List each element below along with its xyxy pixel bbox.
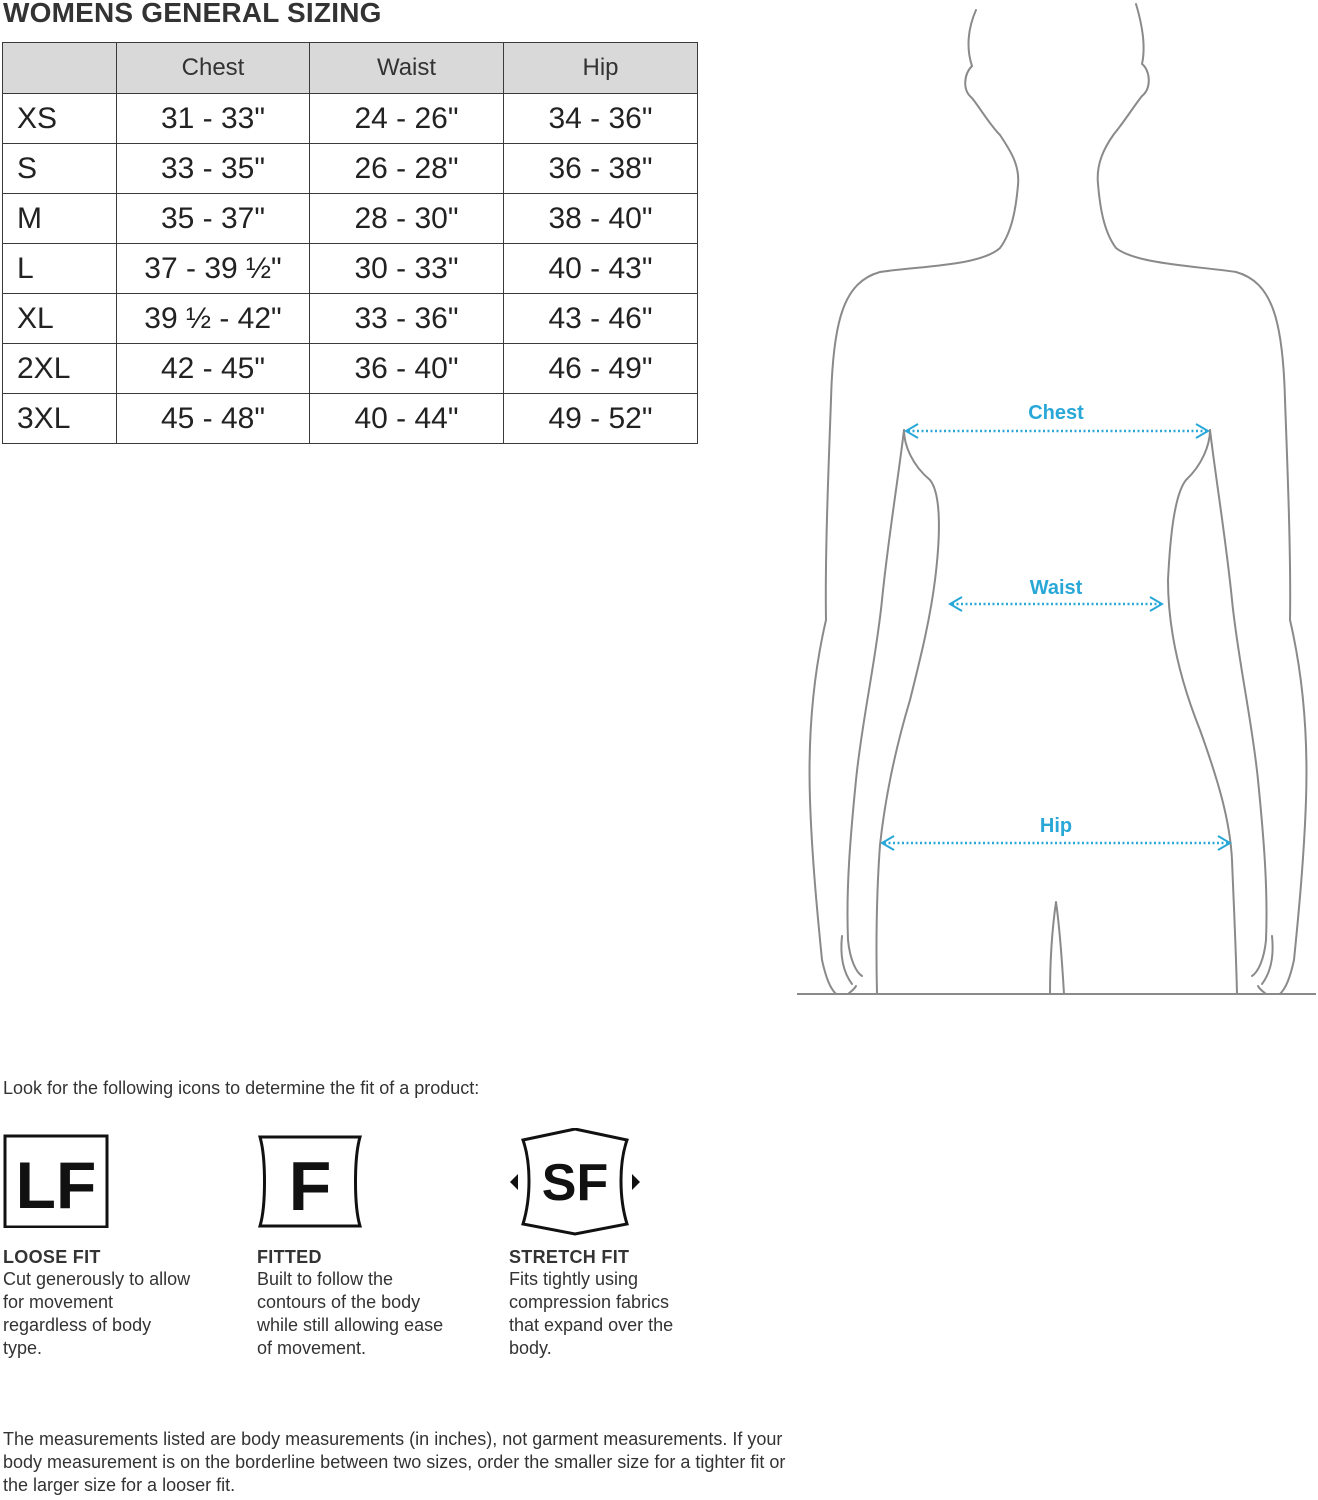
chest-measure <box>906 402 1208 438</box>
header-hip: Hip <box>504 43 698 94</box>
measurement-note: The measurements listed are body measurements (in inches), not garment measurements. If your body measurement is on the borderline between two sizes, order the smaller size for a tighter fit or the larger size for a looser fit. <box>3 1429 786 1495</box>
table-row <box>3 294 698 344</box>
chest-cell: 31 - 33" <box>117 94 310 144</box>
size-label-cell: XL <box>3 294 117 344</box>
size-label-cell: L <box>3 244 117 294</box>
hip-cell: 49 - 52" <box>504 394 698 444</box>
waist-cell: 40 - 44" <box>310 394 504 444</box>
body-figure <box>790 0 1318 1000</box>
size-label-cell: M <box>3 194 117 244</box>
size-label-cell: S <box>3 144 117 194</box>
hip-cell: 40 - 43" <box>504 244 698 294</box>
size-label-cell: XS <box>3 94 117 144</box>
fit-description: Cut generously to allow for movement regardless of body type. <box>3 1269 191 1358</box>
waist-label: Waist <box>1029 577 1083 599</box>
size-label-cell: 2XL <box>3 344 117 394</box>
torso-right-outline <box>1168 430 1237 994</box>
svg-text:LF: LF <box>15 1148 97 1222</box>
header-chest: Chest <box>117 43 310 94</box>
svg-text:F: F <box>288 1147 332 1225</box>
header-size <box>3 43 117 94</box>
size-label-cell: 3XL <box>3 394 117 444</box>
hip-cell: 43 - 46" <box>504 294 698 344</box>
hip-measure <box>882 815 1230 850</box>
arm-left-inner <box>847 430 904 976</box>
table-row <box>3 194 698 244</box>
fit-description: Built to follow the contours of the body while still allowing ease of movement. <box>257 1269 444 1358</box>
chest-cell: 35 - 37" <box>117 194 310 244</box>
fit-description: Fits tightly using compression fabrics that expand over the body. <box>509 1269 674 1358</box>
waist-cell: 30 - 33" <box>310 244 504 294</box>
header-waist: Waist <box>310 43 504 94</box>
torso-left-outline <box>876 430 938 994</box>
head-outline <box>810 10 1019 994</box>
hip-cell: 38 - 40" <box>504 194 698 244</box>
waist-cell: 36 - 40" <box>310 344 504 394</box>
table-header-row <box>3 43 698 94</box>
size-chart-table <box>2 42 698 444</box>
page-title: WOMENS GENERAL SIZING <box>3 0 382 28</box>
chest-cell: 39 ½ - 42" <box>117 294 310 344</box>
table-row <box>3 244 698 294</box>
fit-intro-text: Look for the following icons to determine the fit of a product: <box>3 1078 480 1098</box>
fitted-icon <box>257 1128 363 1228</box>
hip-label: Hip <box>1039 815 1073 837</box>
fit-name: FITTED <box>257 1247 322 1267</box>
hip-cell: 34 - 36" <box>504 94 698 144</box>
fit-name: STRETCH FIT <box>509 1247 630 1267</box>
crotch-line <box>1050 902 1064 994</box>
waist-cell: 33 - 36" <box>310 294 504 344</box>
arm-right-inner <box>1210 430 1267 976</box>
chest-cell: 33 - 35" <box>117 144 310 194</box>
chest-cell: 45 - 48" <box>117 394 310 444</box>
chest-cell: 42 - 45" <box>117 344 310 394</box>
waist-cell: 28 - 30" <box>310 194 504 244</box>
head-outline-right <box>1098 4 1307 994</box>
fit-stretch <box>509 1128 729 1360</box>
hip-cell: 36 - 38" <box>504 144 698 194</box>
fit-loose <box>3 1128 223 1360</box>
table-row <box>3 94 698 144</box>
chest-label: Chest <box>1028 402 1084 424</box>
fit-fitted <box>257 1128 477 1360</box>
fit-name: LOOSE FIT <box>3 1247 101 1267</box>
waist-measure <box>950 577 1162 611</box>
waist-cell: 24 - 26" <box>310 94 504 144</box>
stretch-fit-icon <box>509 1128 643 1236</box>
loose-fit-icon <box>3 1128 109 1228</box>
hip-cell: 46 - 49" <box>504 344 698 394</box>
svg-text:SF: SF <box>541 1154 609 1212</box>
waist-cell: 26 - 28" <box>310 144 504 194</box>
table-row <box>3 144 698 194</box>
table-row <box>3 394 698 444</box>
table-row <box>3 344 698 394</box>
chest-cell: 37 - 39 ½" <box>117 244 310 294</box>
